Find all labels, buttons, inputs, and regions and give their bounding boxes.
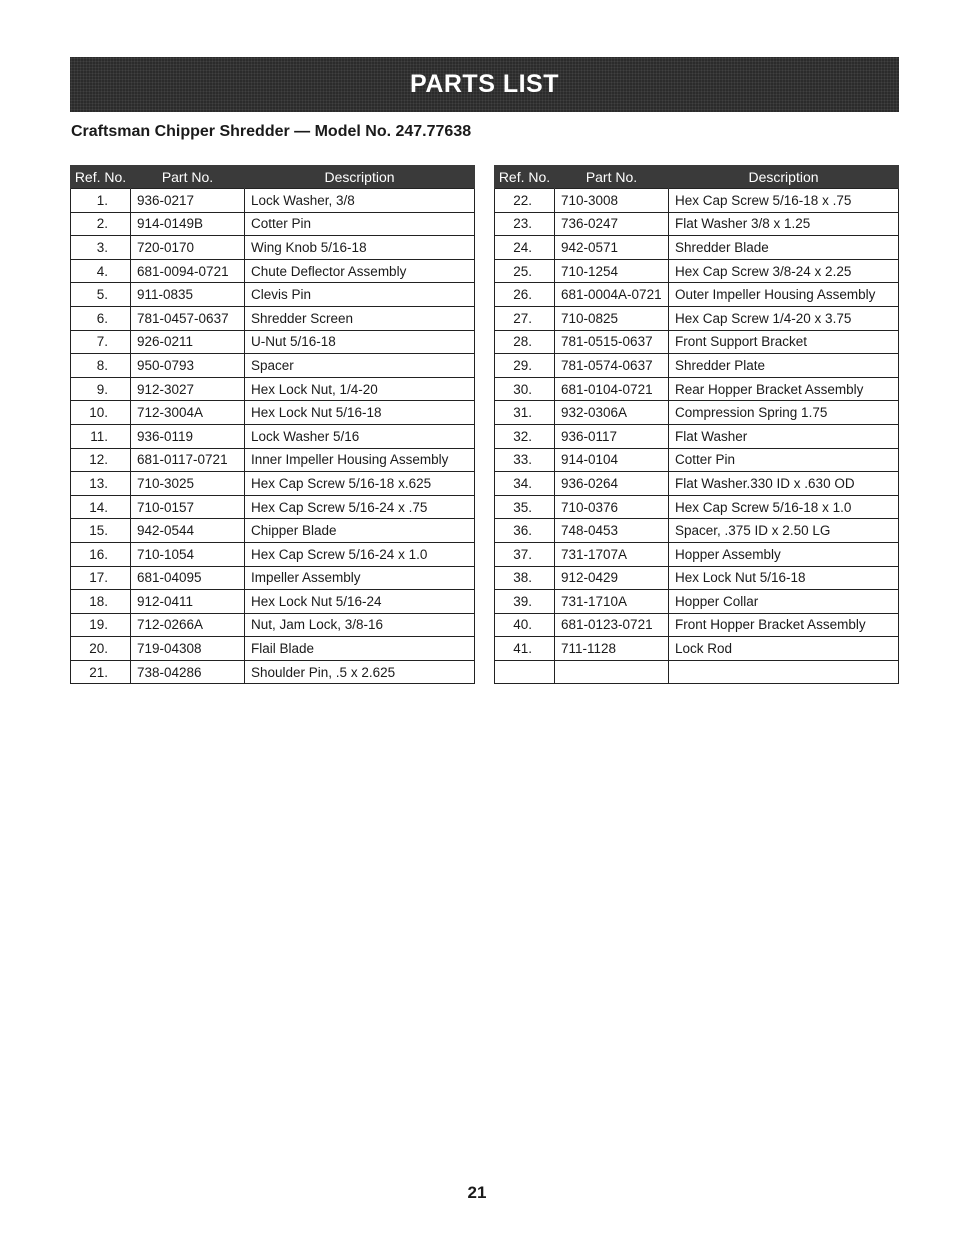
table-row bbox=[71, 660, 475, 684]
part-no-cell: 681-0104-0721 bbox=[555, 377, 669, 401]
banner-title: PARTS LIST bbox=[410, 70, 559, 98]
ref-no-cell: 36. bbox=[495, 519, 555, 543]
parts-table-left-body bbox=[71, 189, 475, 684]
table-row bbox=[71, 590, 475, 614]
part-no-cell: 942-0571 bbox=[555, 236, 669, 260]
ref-no-cell: 19. bbox=[71, 613, 131, 637]
table-row bbox=[71, 189, 475, 213]
description-cell: Lock Washer 5/16 bbox=[245, 424, 475, 448]
ref-no-cell: 4. bbox=[71, 259, 131, 283]
description-cell: Flail Blade bbox=[245, 637, 475, 661]
description-cell: Hopper Collar bbox=[669, 590, 899, 614]
description-cell: Hex Lock Nut 5/16-24 bbox=[245, 590, 475, 614]
table-row bbox=[71, 306, 475, 330]
table-row bbox=[495, 472, 899, 496]
description-cell: Rear Hopper Bracket Assembly bbox=[669, 377, 899, 401]
ref-no-cell: 27. bbox=[495, 306, 555, 330]
ref-no-cell: 25. bbox=[495, 259, 555, 283]
table-row bbox=[495, 259, 899, 283]
header-ref-no: Ref. No. bbox=[495, 165, 555, 189]
part-no-cell: 720-0170 bbox=[131, 236, 245, 260]
description-cell: Impeller Assembly bbox=[245, 566, 475, 590]
ref-no-cell: 37. bbox=[495, 542, 555, 566]
ref-no-cell: 8. bbox=[71, 354, 131, 378]
table-row bbox=[495, 590, 899, 614]
description-cell: Lock Washer, 3/8 bbox=[245, 189, 475, 213]
page-number: 21 bbox=[467, 1183, 487, 1202]
part-no-cell: 719-04308 bbox=[131, 637, 245, 661]
table-header-row bbox=[71, 165, 475, 189]
description-cell: Flat Washer.330 ID x .630 OD bbox=[669, 472, 899, 496]
ref-no-cell: 31. bbox=[495, 401, 555, 425]
part-no-cell: 681-0123-0721 bbox=[555, 613, 669, 637]
table-row bbox=[495, 448, 899, 472]
table-row bbox=[495, 495, 899, 519]
part-no-cell: 912-3027 bbox=[131, 377, 245, 401]
ref-no-cell: 11. bbox=[71, 424, 131, 448]
table-row bbox=[495, 613, 899, 637]
description-cell: Front Support Bracket bbox=[669, 330, 899, 354]
ref-no-cell: 13. bbox=[71, 472, 131, 496]
part-no-cell: 711-1128 bbox=[555, 637, 669, 661]
ref-no-cell: 32. bbox=[495, 424, 555, 448]
part-no-cell: 936-0119 bbox=[131, 424, 245, 448]
ref-no-cell: 40. bbox=[495, 613, 555, 637]
description-cell: Front Hopper Bracket Assembly bbox=[669, 613, 899, 637]
table-row bbox=[71, 330, 475, 354]
description-cell: Shredder Blade bbox=[669, 236, 899, 260]
ref-no-cell: 7. bbox=[71, 330, 131, 354]
part-no-cell bbox=[555, 660, 669, 684]
header-description: Description bbox=[245, 165, 475, 189]
part-no-cell: 710-1054 bbox=[131, 542, 245, 566]
table-row bbox=[495, 330, 899, 354]
ref-no-cell: 3. bbox=[71, 236, 131, 260]
part-no-cell: 710-3025 bbox=[131, 472, 245, 496]
description-cell: Clevis Pin bbox=[245, 283, 475, 307]
part-no-cell: 712-0266A bbox=[131, 613, 245, 637]
table-row bbox=[71, 212, 475, 236]
part-no-cell: 710-0376 bbox=[555, 495, 669, 519]
ref-no-cell bbox=[495, 660, 555, 684]
table-row bbox=[495, 424, 899, 448]
description-cell: Spacer bbox=[245, 354, 475, 378]
part-no-cell: 912-0411 bbox=[131, 590, 245, 614]
description-cell: Lock Rod bbox=[669, 637, 899, 661]
table-row bbox=[495, 542, 899, 566]
table-row bbox=[71, 637, 475, 661]
ref-no-cell: 33. bbox=[495, 448, 555, 472]
ref-no-cell: 15. bbox=[71, 519, 131, 543]
table-row bbox=[71, 519, 475, 543]
table-row bbox=[495, 236, 899, 260]
part-no-cell: 936-0217 bbox=[131, 189, 245, 213]
table-row bbox=[495, 660, 899, 684]
ref-no-cell: 41. bbox=[495, 637, 555, 661]
table-header-row bbox=[495, 165, 899, 189]
description-cell: Hex Lock Nut 5/16-18 bbox=[669, 566, 899, 590]
ref-no-cell: 12. bbox=[71, 448, 131, 472]
part-no-cell: 681-0117-0721 bbox=[131, 448, 245, 472]
part-no-cell: 781-0574-0637 bbox=[555, 354, 669, 378]
ref-no-cell: 2. bbox=[71, 212, 131, 236]
description-cell: Wing Knob 5/16-18 bbox=[245, 236, 475, 260]
table-row bbox=[495, 401, 899, 425]
description-cell: Hex Cap Screw 3/8-24 x 2.25 bbox=[669, 259, 899, 283]
ref-no-cell: 10. bbox=[71, 401, 131, 425]
header-description: Description bbox=[669, 165, 899, 189]
part-no-cell: 731-1707A bbox=[555, 542, 669, 566]
part-no-cell: 936-0117 bbox=[555, 424, 669, 448]
table-row bbox=[495, 212, 899, 236]
description-cell: Hex Cap Screw 5/16-18 x 1.0 bbox=[669, 495, 899, 519]
table-row bbox=[71, 377, 475, 401]
description-cell: Shoulder Pin, .5 x 2.625 bbox=[245, 660, 475, 684]
part-no-cell: 736-0247 bbox=[555, 212, 669, 236]
ref-no-cell: 23. bbox=[495, 212, 555, 236]
part-no-cell: 781-0515-0637 bbox=[555, 330, 669, 354]
description-cell: Hex Lock Nut 5/16-18 bbox=[245, 401, 475, 425]
description-cell: Outer Impeller Housing Assembly bbox=[669, 283, 899, 307]
header-ref-no: Ref. No. bbox=[71, 165, 131, 189]
table-row bbox=[71, 354, 475, 378]
description-cell: Spacer, .375 ID x 2.50 LG bbox=[669, 519, 899, 543]
table-row bbox=[495, 637, 899, 661]
ref-no-cell: 38. bbox=[495, 566, 555, 590]
description-cell: Chute Deflector Assembly bbox=[245, 259, 475, 283]
parts-table-left bbox=[70, 165, 475, 684]
table-row bbox=[71, 566, 475, 590]
table-row bbox=[71, 613, 475, 637]
ref-no-cell: 29. bbox=[495, 354, 555, 378]
parts-table-right-body bbox=[495, 189, 899, 684]
table-row bbox=[495, 519, 899, 543]
description-cell: Shredder Screen bbox=[245, 306, 475, 330]
part-no-cell: 932-0306A bbox=[555, 401, 669, 425]
part-no-cell: 681-0004A-0721 bbox=[555, 283, 669, 307]
description-cell: Flat Washer 3/8 x 1.25 bbox=[669, 212, 899, 236]
description-cell: Chipper Blade bbox=[245, 519, 475, 543]
ref-no-cell: 18. bbox=[71, 590, 131, 614]
description-cell: Flat Washer bbox=[669, 424, 899, 448]
part-no-cell: 748-0453 bbox=[555, 519, 669, 543]
ref-no-cell: 5. bbox=[71, 283, 131, 307]
part-no-cell: 710-0825 bbox=[555, 306, 669, 330]
parts-list-banner bbox=[70, 57, 899, 112]
description-cell: Hopper Assembly bbox=[669, 542, 899, 566]
table-row bbox=[71, 472, 475, 496]
ref-no-cell: 22. bbox=[495, 189, 555, 213]
ref-no-cell: 28. bbox=[495, 330, 555, 354]
header-part-no: Part No. bbox=[131, 165, 245, 189]
table-row bbox=[495, 377, 899, 401]
part-no-cell: 681-0094-0721 bbox=[131, 259, 245, 283]
ref-no-cell: 24. bbox=[495, 236, 555, 260]
model-subtitle: Craftsman Chipper Shredder — Model No. 247.77638 bbox=[71, 123, 472, 140]
table-row bbox=[71, 542, 475, 566]
ref-no-cell: 20. bbox=[71, 637, 131, 661]
table-row bbox=[71, 259, 475, 283]
part-no-cell: 710-0157 bbox=[131, 495, 245, 519]
table-row bbox=[495, 566, 899, 590]
part-no-cell: 914-0104 bbox=[555, 448, 669, 472]
ref-no-cell: 16. bbox=[71, 542, 131, 566]
table-row bbox=[495, 306, 899, 330]
part-no-cell: 950-0793 bbox=[131, 354, 245, 378]
description-cell: Hex Cap Screw 5/16-18 x .75 bbox=[669, 189, 899, 213]
part-no-cell: 914-0149B bbox=[131, 212, 245, 236]
description-cell bbox=[669, 660, 899, 684]
description-cell: Hex Cap Screw 5/16-24 x 1.0 bbox=[245, 542, 475, 566]
ref-no-cell: 34. bbox=[495, 472, 555, 496]
ref-no-cell: 35. bbox=[495, 495, 555, 519]
description-cell: Hex Lock Nut, 1/4-20 bbox=[245, 377, 475, 401]
table-row bbox=[71, 283, 475, 307]
ref-no-cell: 26. bbox=[495, 283, 555, 307]
description-cell: Hex Cap Screw 5/16-24 x .75 bbox=[245, 495, 475, 519]
part-no-cell: 926-0211 bbox=[131, 330, 245, 354]
description-cell: Inner Impeller Housing Assembly bbox=[245, 448, 475, 472]
table-row bbox=[495, 354, 899, 378]
part-no-cell: 942-0544 bbox=[131, 519, 245, 543]
table-row bbox=[495, 283, 899, 307]
ref-no-cell: 39. bbox=[495, 590, 555, 614]
table-row bbox=[71, 495, 475, 519]
part-no-cell: 710-1254 bbox=[555, 259, 669, 283]
table-row bbox=[71, 424, 475, 448]
description-cell: Cotter Pin bbox=[245, 212, 475, 236]
table-row bbox=[71, 448, 475, 472]
ref-no-cell: 6. bbox=[71, 306, 131, 330]
ref-no-cell: 30. bbox=[495, 377, 555, 401]
part-no-cell: 936-0264 bbox=[555, 472, 669, 496]
description-cell: Compression Spring 1.75 bbox=[669, 401, 899, 425]
table-row bbox=[71, 401, 475, 425]
description-cell: Shredder Plate bbox=[669, 354, 899, 378]
description-cell: U-Nut 5/16-18 bbox=[245, 330, 475, 354]
part-no-cell: 911-0835 bbox=[131, 283, 245, 307]
part-no-cell: 731-1710A bbox=[555, 590, 669, 614]
part-no-cell: 681-04095 bbox=[131, 566, 245, 590]
part-no-cell: 912-0429 bbox=[555, 566, 669, 590]
table-row bbox=[495, 189, 899, 213]
ref-no-cell: 17. bbox=[71, 566, 131, 590]
part-no-cell: 738-04286 bbox=[131, 660, 245, 684]
parts-table-right bbox=[494, 165, 899, 684]
part-no-cell: 781-0457-0637 bbox=[131, 306, 245, 330]
ref-no-cell: 21. bbox=[71, 660, 131, 684]
ref-no-cell: 1. bbox=[71, 189, 131, 213]
ref-no-cell: 9. bbox=[71, 377, 131, 401]
part-no-cell: 712-3004A bbox=[131, 401, 245, 425]
description-cell: Cotter Pin bbox=[669, 448, 899, 472]
description-cell: Hex Cap Screw 5/16-18 x.625 bbox=[245, 472, 475, 496]
header-part-no: Part No. bbox=[555, 165, 669, 189]
ref-no-cell: 14. bbox=[71, 495, 131, 519]
table-row bbox=[71, 236, 475, 260]
description-cell: Nut, Jam Lock, 3/8-16 bbox=[245, 613, 475, 637]
part-no-cell: 710-3008 bbox=[555, 189, 669, 213]
description-cell: Hex Cap Screw 1/4-20 x 3.75 bbox=[669, 306, 899, 330]
